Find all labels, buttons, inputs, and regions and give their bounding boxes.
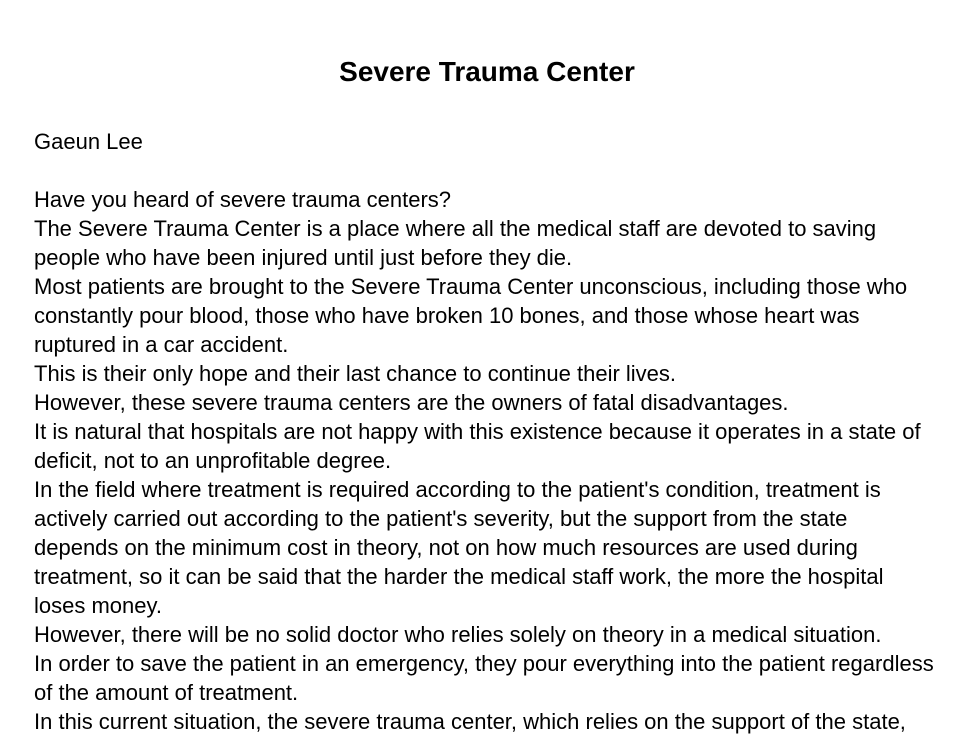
paragraph: [34, 388, 940, 417]
paragraph: [34, 214, 940, 272]
paragraph: [34, 620, 940, 649]
text-line: It is natural that hospitals are not happy with this existence because it operates in a state of: [34, 419, 921, 444]
document-title: Severe Trauma Center: [339, 56, 635, 87]
paragraph: [34, 185, 940, 214]
text-line: constantly pour blood, those who have broken 10 bones, and those whose heart was: [34, 303, 860, 328]
text-line: ruptured in a car accident.: [34, 332, 289, 357]
paragraph: [34, 649, 940, 707]
paragraph: [34, 475, 940, 620]
text-line: In the field where treatment is required according to the patient's condition, treatment is: [34, 477, 881, 502]
text-line: treatment, so it can be said that the harder the medical staff work, the more the hospital: [34, 564, 884, 589]
text-line: Have you heard of severe trauma centers?: [34, 187, 452, 212]
author-line: Gaeun Lee: [34, 129, 143, 154]
text-line: This is their only hope and their last chance to continue their lives.: [34, 361, 677, 386]
document-body: [34, 185, 940, 736]
text-line: loses money.: [34, 593, 162, 618]
text-line: deficit, not to an unprofitable degree.: [34, 448, 392, 473]
text-line: Most patients are brought to the Severe Trauma Center unconscious, including those who: [34, 274, 908, 299]
text-line: depends on the minimum cost in theory, not on how much resources are used during: [34, 535, 858, 560]
text-line: In order to save the patient in an emergency, they pour everything into the patient regardless: [34, 651, 934, 676]
text-line: However, these severe trauma centers are the owners of fatal disadvantages.: [34, 390, 789, 415]
paragraph: [34, 417, 940, 475]
text-line: The Severe Trauma Center is a place where all the medical staff are devoted to saving: [34, 216, 877, 241]
document-content: [34, 0, 940, 736]
paragraph: [34, 359, 940, 388]
text-line: of the amount of treatment.: [34, 680, 299, 705]
paragraph: [34, 707, 940, 736]
text-line: actively carried out according to the patient's severity, but the support from the state: [34, 506, 848, 531]
text-line: In this current situation, the severe trauma center, which relies on the support of the state,: [34, 709, 906, 734]
text-line: people who have been injured until just before they die.: [34, 245, 573, 270]
paragraph: [34, 272, 940, 359]
text-line: However, there will be no solid doctor who relies solely on theory in a medical situation.: [34, 622, 882, 647]
